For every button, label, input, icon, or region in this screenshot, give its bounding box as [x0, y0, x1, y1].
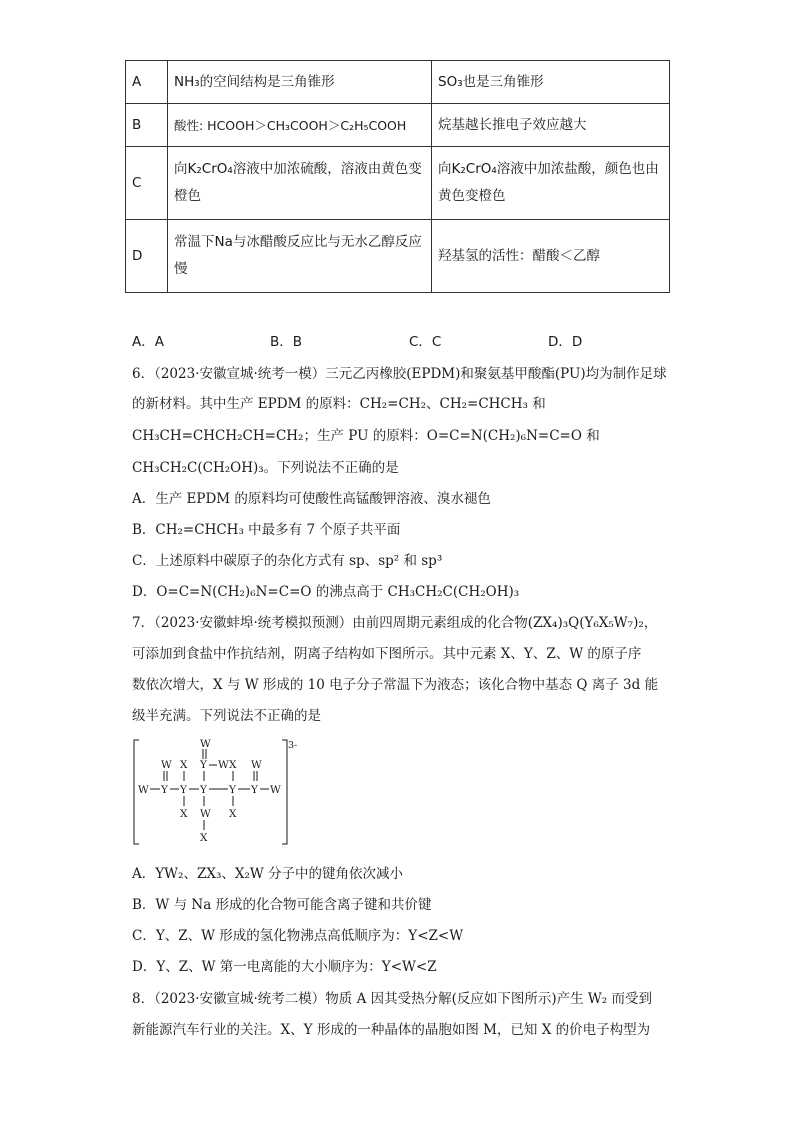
q8-stem-line: 新能源汽车行业的关注。X、Y 形成的一种晶体的晶胞如图 M，已知 X 的价电子构型为 [132, 1022, 651, 1038]
q7-stem-line: 7．（2023·安徽蚌埠·统考模拟预测）由前四周期元素组成的化合物(ZX₄)₃Q(Y₆X₅W₇)₂， [132, 615, 658, 631]
table-row [126, 61, 670, 104]
q6-option-a[interactable]: A．生产 EPDM 的原料均可使酸性高锰酸钾溶液、溴水褪色 [132, 491, 491, 507]
q7-stem-line: 数依次增大，X 与 W 形成的 10 电子分子常温下为液态；该化合物中基态 Q 离子 3d 能 [132, 677, 659, 693]
atom-x: X [229, 808, 237, 820]
atom-w: W [270, 784, 281, 796]
atom-y: Y [133, 738, 134, 739]
row-right: 羟基氢的活性：醋酸＜乙醇 [432, 220, 670, 293]
table-row [126, 104, 670, 147]
table-row [126, 147, 670, 220]
atom-w: W [200, 738, 211, 750]
atom-w: W [200, 808, 211, 820]
row-label: D [126, 220, 168, 293]
q6-stem-line: 的新材料。其中生产 EPDM 的原料：CH₂=CH₂、CH₂=CHCH₃ 和 [132, 396, 546, 412]
row-right: 向K₂CrO₄溶液中加浓盐酸，颜色也由黄色变橙色 [432, 147, 670, 220]
atom-w: W [218, 759, 229, 771]
atom-x: X [229, 759, 237, 771]
choice-a[interactable]: A．A [132, 334, 164, 350]
atom-y: Y [229, 784, 236, 796]
atom-x: X [200, 832, 208, 844]
row-left: 酸性: HCOOH＞CH₃COOH＞C₂H₅COOH [168, 104, 432, 147]
q5-choices [132, 330, 692, 350]
q7-option-a[interactable]: A．YW₂、ZX₃、X₂W 分子中的键角依次减小 [132, 866, 404, 882]
q7-option-b[interactable]: B．W 与 Na 形成的化合物可能含离子键和共价键 [132, 897, 432, 913]
atom-w: W [251, 759, 262, 771]
choice-d[interactable]: D．D [548, 334, 583, 350]
atom-x: X [180, 808, 188, 820]
row-left: 向K₂CrO₄溶液中加浓硫酸，溶液由黄色变橙色 [168, 147, 432, 220]
comparison-table [125, 60, 670, 293]
q7-stem-line: 级半充满。下列说法不正确的是 [132, 708, 321, 724]
row-label: C [126, 147, 168, 220]
choice-c[interactable]: C．C [409, 334, 442, 350]
row-left: 常温下Na与冰醋酸反应比与无水乙醇反应慢 [168, 220, 432, 293]
atom-y: Y [200, 784, 207, 796]
q6-option-c[interactable]: C．上述原料中碳原子的杂化方式有 sp、sp² 和 sp³ [132, 553, 443, 569]
atom-w: W [161, 759, 172, 771]
q8-stem-line: 8．（2023·安徽宣城·统考二模）物质 A 因其受热分解(反应如下图所示)产生 W₂ 而受到 [132, 991, 653, 1007]
atom-y: Y [200, 759, 207, 771]
charge-label: 3- [288, 740, 298, 751]
row-label: B [126, 104, 168, 147]
q6-option-d[interactable]: D．O=C=N(CH₂)₆N=C=O 的沸点高于 CH₃CH₂C(CH₂OH)₃ [132, 584, 520, 600]
q6-stem-line: 6．（2023·安徽宣城·统考一模）三元乙丙橡胶(EPDM)和聚氨基甲酸酯(PU)均为制作足球 [132, 366, 667, 382]
row-label: A [126, 61, 168, 104]
atom-x: X [180, 759, 188, 771]
q6-stem-line: CH₃CH=CHCH₂CH=CH₂；生产 PU 的原料：O=C=N(CH₂)₆N=C=O 和 [132, 428, 600, 444]
q7-option-d[interactable]: D．Y、Z、W 第一电离能的大小顺序为：Y<W<Z [132, 959, 437, 975]
q7-option-c[interactable]: C．Y、Z、W 形成的氢化物沸点高低顺序为：Y<Z<W [132, 928, 464, 944]
q6-stem-line: CH₃CH₂C(CH₂OH)₃。下列说法不正确的是 [132, 460, 399, 476]
q7-stem-line: 可添加到食盐中作抗结剂，阴离子结构如下图所示。其中元素 X、Y、Z、W 的原子序 [132, 646, 642, 662]
row-left: NH₃的空间结构是三角锥形 [168, 61, 432, 104]
row-right: SO₃也是三角锥形 [432, 61, 670, 104]
atom-y: Y [161, 784, 168, 796]
atom-w: W [138, 784, 149, 796]
q6-option-b[interactable]: B．CH₂=CHCH₃ 中最多有 7 个原子共平面 [132, 522, 401, 538]
row-right: 烷基越长推电子效应越大 [432, 104, 670, 147]
table-row [126, 220, 670, 293]
anion-structure-diagram [133, 738, 298, 846]
atom-y: Y [251, 784, 258, 796]
choice-b[interactable]: B．B [270, 334, 303, 350]
atom-y: Y [180, 784, 187, 796]
